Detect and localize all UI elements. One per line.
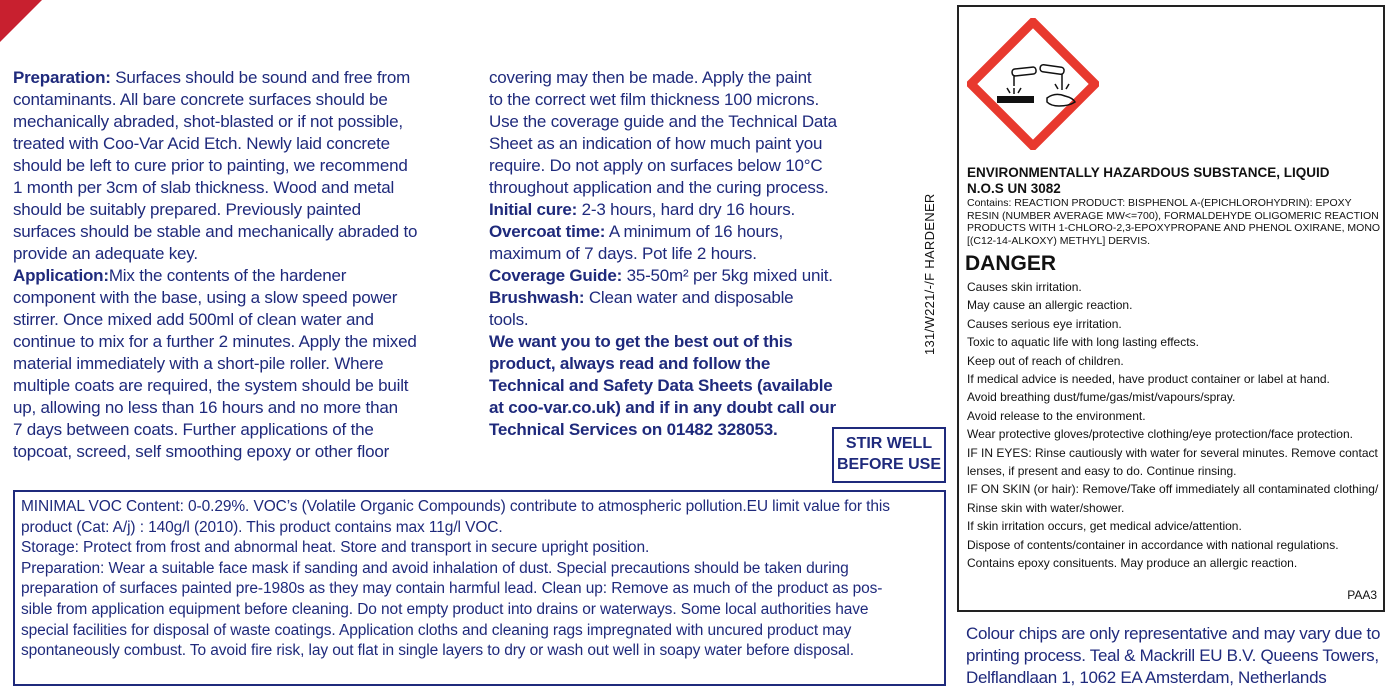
text-line: Contains epoxy consituents. May produce an allergic reaction. [967, 556, 1298, 571]
bold-text: Technical and Safety Data Sheets (available [489, 376, 833, 395]
text-segment: covering may then be made. Apply the paint [489, 68, 812, 87]
text-segment: Clean water and disposable [584, 288, 794, 307]
un-title-line1: ENVIRONMENTALLY HAZARDOUS SUBSTANCE, LIQUID [967, 165, 1330, 180]
text-line [489, 177, 837, 199]
text-segment: provide an adequate key. [13, 244, 198, 263]
text-segment: continue to mix for a further 2 minutes. Apply the mixed [13, 332, 417, 351]
text-line: Avoid breathing dust/fume/gas/mist/vapours/spray. [967, 390, 1236, 405]
bold-text: Initial cure: [489, 200, 578, 219]
application-details-column [489, 67, 837, 441]
text-line [13, 309, 417, 331]
text-segment: material immediately with a short-pile roller. Where [13, 354, 384, 373]
text-line [13, 177, 417, 199]
text-line [489, 67, 837, 89]
text-line: product (Cat: A/j) : 140g/l (2010). This product contains max 11g/l VOC. [21, 518, 503, 536]
text-segment: A minimum of 16 hours, [605, 222, 784, 241]
text-line: Avoid release to the environment. [967, 408, 1146, 423]
signal-word: DANGER [965, 252, 1057, 275]
text-line: RESIN (NUMBER AVERAGE MW<=700), FORMALDEHYDE OLIGOMERIC REACTION [967, 209, 1379, 222]
text-line [13, 111, 417, 133]
text-segment: surfaces should be stable and mechanically abraded to [13, 222, 418, 241]
text-line [489, 309, 837, 331]
stir-well-line1: STIR WELL [845, 435, 933, 452]
text-line [489, 133, 837, 155]
text-line [489, 397, 837, 419]
text-line: Toxic to aquatic life with long lasting effects. [967, 335, 1199, 350]
text-segment: 7 days between coats. Further applications of the [13, 420, 374, 439]
text-line: Preparation: Wear a suitable face mask if sanding and avoid inhalation of dust. Special precautions should be taken during [21, 559, 849, 577]
text-line [489, 353, 837, 375]
text-line [13, 155, 417, 177]
text-line: Storage: Protect from frost and abnormal heat. Store and transport in secure upright position. [21, 539, 650, 557]
voc-storage-box [13, 490, 946, 686]
text-line [13, 287, 417, 309]
bold-text: Application: [13, 266, 109, 285]
text-line: PRODUCTS WITH 1-CHLORO-2,3-EPOXYPROPANE AND PHENOL OXIRANE, MONO [967, 222, 1381, 235]
bold-text: Coverage Guide: [489, 266, 623, 285]
text-segment: Mix the contents of the hardener [108, 266, 347, 285]
text-line [13, 419, 417, 441]
corrosion-icon [967, 18, 1099, 150]
bold-text: Overcoat time: [489, 222, 606, 241]
text-segment: Sheet as an indication of how much paint you [489, 134, 823, 153]
text-line [489, 111, 837, 133]
text-line [13, 397, 417, 419]
text-segment: Surfaces should be sound and free from [110, 68, 411, 87]
bold-text: Brushwash: [489, 288, 585, 307]
text-line [489, 243, 837, 265]
text-segment: require. Do not apply on surfaces below 10°C [489, 156, 823, 175]
text-line [489, 331, 837, 353]
text-line: Keep out of reach of children. [967, 353, 1124, 368]
text-line: Causes skin irritation. [967, 280, 1082, 294]
text-line: Wear protective gloves/protective clothing/eye protection/face protection. [967, 427, 1353, 442]
text-segment: up, allowing no less than 16 hours and no more than [13, 398, 398, 417]
text-segment: 35-50m² per 5kg mixed unit. [622, 266, 833, 285]
text-line [13, 243, 417, 265]
text-line: Rinse skin with water/shower. [967, 500, 1125, 515]
text-line: lenses, if present and easy to do. Continue rinsing. [967, 464, 1237, 479]
text-line [489, 419, 837, 441]
hazard-panel [957, 5, 1385, 612]
text-line: If skin irritation occurs, get medical advice/attention. [967, 519, 1242, 534]
bold-text: We want you to get the best out of this [489, 332, 793, 351]
text-line: May cause an allergic reaction. [967, 298, 1133, 313]
text-segment: 2-3 hours, hard dry 16 hours. [577, 200, 796, 219]
text-segment: to the correct wet film thickness 100 microns. [489, 90, 819, 109]
text-line [13, 265, 417, 287]
text-line: [(C12-14-ALKOXY) METHYL] DERVIS. [967, 234, 1151, 247]
text-line: IF IN EYES: Rinse cautiously with water for several minutes. Remove contact [967, 445, 1378, 460]
text-segment: 1 month per 3cm of slab thickness. Wood and metal [13, 178, 395, 197]
un-title-line2: N.O.S UN 3082 [967, 181, 1061, 196]
text-line: printing process. Teal & Mackrill EU B.V. Queens Towers, [966, 646, 1379, 665]
text-line [13, 221, 417, 243]
text-line: Delflandlaan 1, 1062 EA Amsterdam, Netherlands [966, 668, 1327, 687]
text-segment: throughout application and the curing process. [489, 178, 829, 197]
text-segment: should be left to cure prior to painting, we recommend [13, 156, 408, 175]
text-line [13, 375, 417, 397]
text-segment: component with the base, using a slow speed power [13, 288, 398, 307]
text-line [489, 287, 837, 309]
bold-text: at coo-var.co.uk) and if in any doubt call our [489, 398, 836, 417]
text-line [13, 133, 417, 155]
text-line: If medical advice is needed, have product container or label at hand. [967, 372, 1330, 387]
contains-list [967, 197, 1380, 247]
bold-text: product, always read and follow the [489, 354, 771, 373]
text-line [489, 199, 837, 221]
text-line: Dispose of contents/container in accordance with national regulations. [967, 537, 1339, 552]
text-segment: treated with Coo-Var Acid Etch. Newly laid concrete [13, 134, 390, 153]
text-line [13, 331, 417, 353]
text-segment: mechanically abraded, shot-blasted or if not possible, [13, 112, 403, 131]
text-line [13, 353, 417, 375]
text-line [13, 67, 417, 89]
text-line [13, 199, 417, 221]
text-line: preparation of surfaces painted pre-1980s as they may contain harmful lead. Clean up: Remove as much of the product as pos- [21, 580, 883, 598]
text-line [489, 375, 837, 397]
hazard-statements [967, 278, 1378, 573]
text-line: MINIMAL VOC Content: 0-0.29%. VOC’s (Volatile Organic Compounds) contribute to atmospheric pollution.EU limit value for this [21, 498, 890, 515]
text-line: sible from application equipment before cleaning. Do not empty product into drains or waterways. Some local authorities have [21, 600, 869, 618]
text-segment: topcoat, screed, self smoothing epoxy or other floor [13, 442, 390, 461]
text-line [489, 155, 837, 177]
text-line [13, 441, 417, 463]
text-line: Causes serious eye irritation. [967, 316, 1122, 331]
bold-text: Technical Services on 01482 328053. [489, 420, 778, 439]
text-line [489, 221, 837, 243]
footer-note [966, 623, 1380, 689]
text-segment: Use the coverage guide and the Technical Data [489, 112, 837, 131]
text-line: Contains: REACTION PRODUCT: BISPHENOL A-(EPICHLOROHYDRIN): EPOXY [967, 197, 1352, 209]
product-code-vertical: 131/W221/-/F HARDENER [922, 193, 937, 355]
text-segment: contaminants. All bare concrete surfaces should be [13, 90, 388, 109]
label-code: PAA3 [1347, 588, 1377, 602]
text-line: special facilities for disposal of waste coatings. Application cloths and cleaning rags impregnated with uncured product may [21, 621, 852, 639]
text-line: Colour chips are only representative and may vary due to [966, 624, 1381, 643]
text-line: IF ON SKIN (or hair): Remove/Take off immediately all contaminated clothing/ [967, 482, 1379, 497]
text-line [489, 89, 837, 111]
stir-well-line2: BEFORE USE [836, 456, 941, 473]
un-shipping-name [967, 165, 1330, 197]
preparation-application-column [13, 67, 417, 463]
text-line [489, 265, 837, 287]
text-line: spontaneously combust. To avoid fire risk, lay out flat in single layers to dry or wash out well in soapy water before disposal. [21, 642, 854, 660]
text-segment: stirrer. Once mixed add 500ml of clean water and [13, 310, 374, 329]
text-segment: should be suitably prepared. Previously painted [13, 200, 361, 219]
red-corner-decoration [0, 0, 42, 42]
text-segment: maximum of 7 days. Pot life 2 hours. [489, 244, 757, 263]
text-line [13, 89, 417, 111]
bold-text: Preparation: [13, 68, 111, 87]
text-segment: tools. [489, 310, 529, 329]
text-segment: multiple coats are required, the system should be built [13, 376, 409, 395]
stir-well-notice [832, 427, 946, 483]
